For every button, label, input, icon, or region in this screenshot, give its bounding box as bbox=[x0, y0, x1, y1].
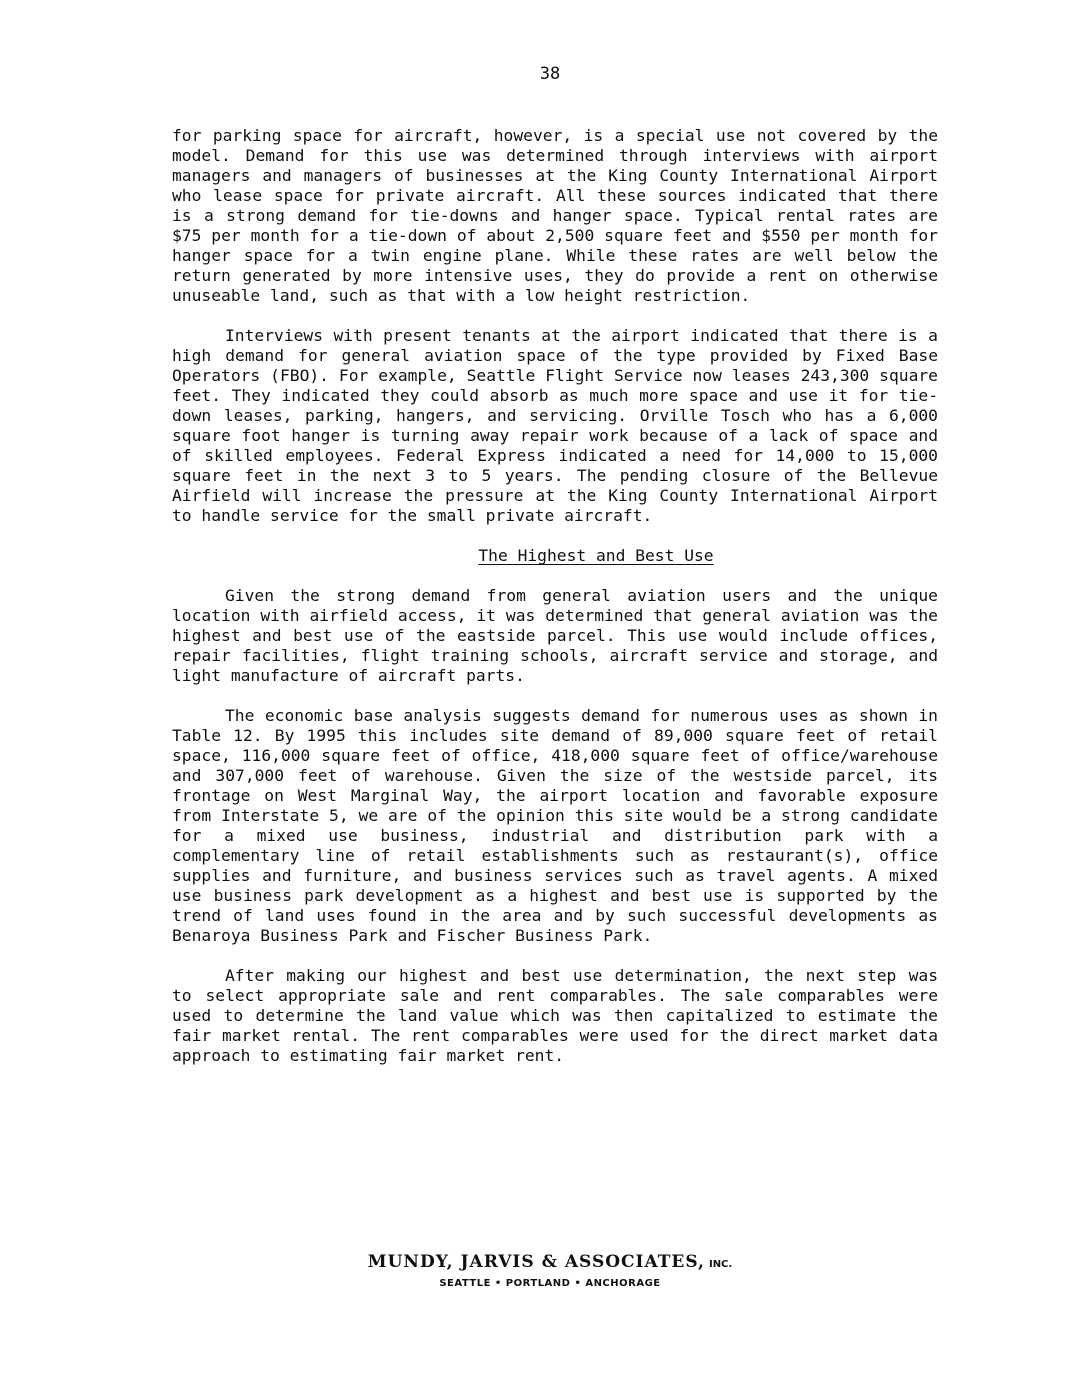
document-body bbox=[172, 126, 938, 1086]
paragraph-continued: for parking space for aircraft, however, is a special use not covered by the model. Demand for this use was determined through interviews with airport managers and managers of businesses at the King County International Airport who lease space for private aircraft. All these sources indicated that there is a strong demand for tie-downs and hanger space. Typical rental rates are $75 per month for a tie-down of about 2,500 square feet and $550 per month for hanger space for a twin engine plane. While these rates are well below the return generated by more intensive uses, they do provide a rent on otherwise unuseable land, such as that with a low height restriction. bbox=[172, 126, 938, 305]
firm-name-line bbox=[0, 1252, 1082, 1272]
firm-cities: SEATTLE • PORTLAND • ANCHORAGE bbox=[439, 1278, 661, 1289]
paragraph-comparables: After making our highest and best use determination, the next step was to select appropriate sale and rent comparables. The sale comparables were used to determine the land value which was then capitalized to estimate the fair market rental. The rent comparables were used for the direct market data approach to estimating fair market rent. bbox=[172, 966, 938, 1065]
paragraph-interviews: Interviews with present tenants at the airport indicated that there is a high demand for general aviation space of the type provided by Fixed Base Operators (FBO). For example, Seattle Flight Service now leases 243,300 square feet. They indicated they could absorb as much more space and use it for tie-down leases, parking, hangers, and servicing. Orville Tosch who has a 6,000 square foot hanger is turning away repair work because of a lack of space and of skilled employees. Federal Express indicated a need for 14,000 to 15,000 square feet in the next 3 to 5 years. The pending closure of the Bellevue Airfield will increase the pressure at the King County International Airport to handle service for the small private aircraft. bbox=[172, 326, 938, 525]
page-number: 38 bbox=[539, 64, 561, 84]
section-heading-text: The Highest and Best Use bbox=[478, 546, 714, 565]
firm-name: MUNDY, JARVIS & ASSOCIATES, bbox=[367, 1252, 705, 1272]
section-heading bbox=[172, 546, 938, 566]
paragraph-general-aviation: Given the strong demand from general aviation users and the unique location with airfield access, it was determined that general aviation was the highest and best use of the eastside parcel. This use would include offices, repair facilities, flight training schools, aircraft service and storage, and light manufacture of aircraft parts. bbox=[172, 586, 938, 685]
letterhead-footer bbox=[0, 1252, 1082, 1289]
firm-suffix: INC. bbox=[708, 1259, 733, 1270]
paragraph-economic-base: The economic base analysis suggests demand for numerous uses as shown in Table 12. By 1995 this includes site demand of 89,000 square feet of retail space, 116,000 square feet of office, 418,000 square feet of office/warehouse and 307,000 feet of warehouse. Given the size of the westside parcel, its frontage on West Marginal Way, the airport location and favorable exposure from Interstate 5, we are of the opinion this site would be a strong candidate for a mixed use business, industrial and distribution park with a complementary line of retail establishments such as restaurant(s), office supplies and furniture, and business services such as travel agents. A mixed use business park development as a highest and best use is supported by the trend of land uses found in the area and by such successful developments as Benaroya Business Park and Fischer Business Park. bbox=[172, 706, 938, 945]
